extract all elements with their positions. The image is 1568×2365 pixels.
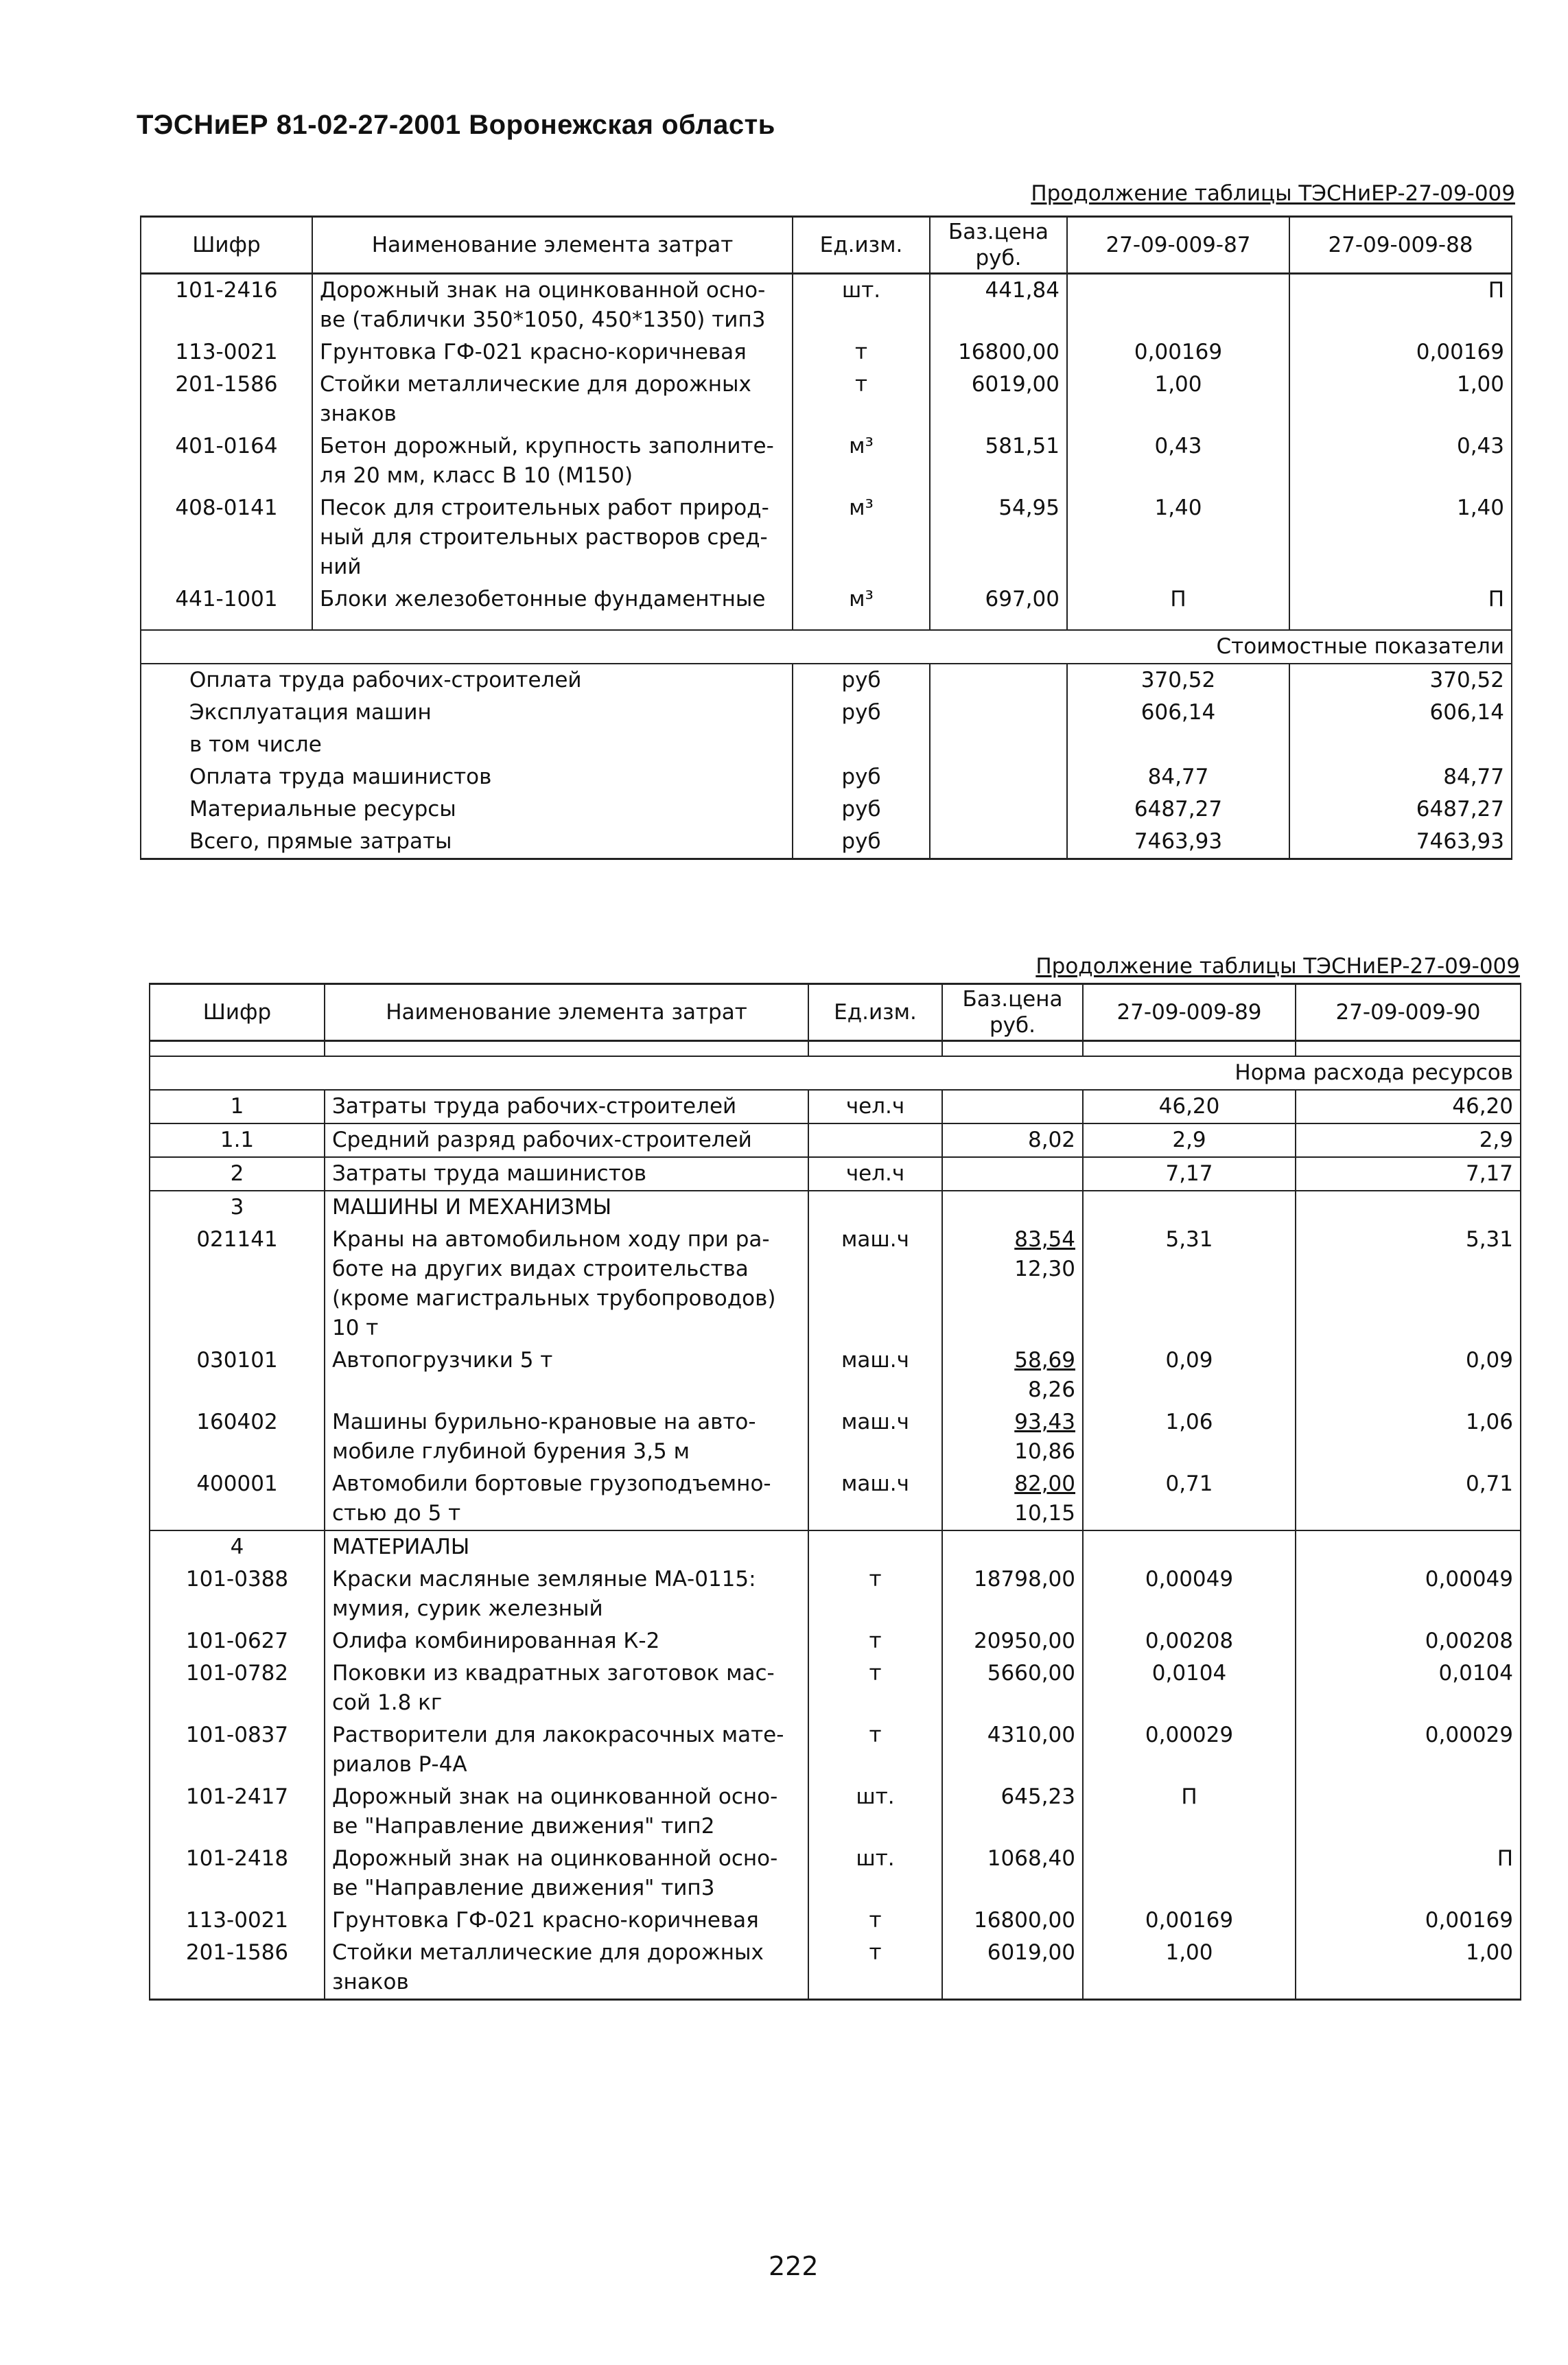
summary-value-2: 370,52 — [1289, 664, 1512, 697]
row-price-operator: 8,26 — [1027, 1377, 1075, 1402]
spacer-cell — [1067, 616, 1289, 630]
row-name: Стойки металлические для дорожных знаков — [325, 1937, 808, 2000]
summary-value-2: 6487,27 — [1289, 793, 1512, 826]
summary-row — [141, 697, 1512, 729]
table-row — [141, 430, 1512, 492]
summary-unit — [793, 729, 930, 761]
table-row — [150, 1904, 1521, 1937]
row-unit: маш.ч — [808, 1406, 942, 1468]
row-price: 16800,00 — [930, 336, 1067, 369]
summary-price — [930, 664, 1067, 697]
row-code: 101-0782 — [150, 1657, 325, 1719]
summary-value-1: 370,52 — [1067, 664, 1289, 697]
spacer-cell — [141, 616, 312, 630]
table-row — [150, 1123, 1521, 1157]
row-price-machine: 93,43 — [1014, 1410, 1075, 1434]
header-unit: Ед.изм. — [808, 984, 942, 1041]
row-value-1: 0,71 — [1083, 1468, 1296, 1530]
row-unit: т — [808, 1904, 942, 1937]
row-code: 101-0388 — [150, 1563, 325, 1625]
header-col1: 27-09-009-89 — [1083, 984, 1296, 1041]
row-name: Затраты труда машинистов — [325, 1157, 808, 1191]
summary-value-1: 606,14 — [1067, 697, 1289, 729]
table-row — [150, 1530, 1521, 1563]
row-value-1: 2,9 — [1083, 1123, 1296, 1157]
summary-row — [141, 664, 1512, 697]
row-price-operator: 12,30 — [1014, 1257, 1075, 1281]
row-price: 54,95 — [930, 492, 1067, 583]
summary-name: Эксплуатация машин — [141, 697, 793, 729]
header-unit: Ед.изм. — [793, 217, 930, 274]
summary-row — [141, 729, 1512, 761]
header-code: Шифр — [150, 984, 325, 1041]
row-unit: т — [808, 1937, 942, 2000]
row-name: Песок для строительных работ природ-ный для строительных растворов сред-ний — [312, 492, 793, 583]
row-value-1: П — [1067, 583, 1289, 616]
summary-value-1 — [1067, 729, 1289, 761]
row-code: 201-1586 — [150, 1937, 325, 2000]
header-code: Шифр — [141, 217, 312, 274]
row-price: 8,02 — [942, 1123, 1083, 1157]
row-value-1: 0,0104 — [1083, 1657, 1296, 1719]
row-unit — [808, 1530, 942, 1563]
row-value-1: 0,00208 — [1083, 1625, 1296, 1657]
spacer-cell — [325, 1041, 808, 1057]
spacer-cell — [1296, 1041, 1521, 1057]
row-value-2: 1,06 — [1296, 1406, 1521, 1468]
summary-value-1: 7463,93 — [1067, 826, 1289, 859]
row-value-2 — [1296, 1191, 1521, 1224]
resource-table-2 — [149, 983, 1521, 2001]
table-row — [150, 1468, 1521, 1530]
row-value-2: 0,00169 — [1289, 336, 1512, 369]
row-unit: маш.ч — [808, 1224, 942, 1344]
table-row — [150, 1406, 1521, 1468]
row-value-2: 1,00 — [1296, 1937, 1521, 2000]
table-row — [141, 274, 1512, 337]
table-row — [150, 1344, 1521, 1406]
row-value-1: 0,00029 — [1083, 1719, 1296, 1781]
row-value-1: 0,00049 — [1083, 1563, 1296, 1625]
row-value-2 — [1296, 1530, 1521, 1563]
row-unit: м³ — [793, 492, 930, 583]
row-value-2: 0,0104 — [1296, 1657, 1521, 1719]
row-code: 113-0021 — [141, 336, 312, 369]
table-row — [150, 1191, 1521, 1224]
summary-name: Оплата труда рабочих-строителей — [141, 664, 793, 697]
table2-caption: Продолжение таблицы ТЭСНиЕР-27-09-009 — [1035, 954, 1520, 979]
table-row — [141, 492, 1512, 583]
summary-unit: руб — [793, 826, 930, 859]
row-code: 408-0141 — [141, 492, 312, 583]
resource-table-1 — [140, 215, 1512, 860]
table-row — [150, 1657, 1521, 1719]
row-unit: чел.ч — [808, 1157, 942, 1191]
row-unit: м³ — [793, 583, 930, 616]
row-unit: т — [793, 369, 930, 430]
row-code: 030101 — [150, 1344, 325, 1406]
table-header-row — [150, 984, 1521, 1041]
table-row — [150, 1157, 1521, 1191]
header-col2: 27-09-009-88 — [1289, 217, 1512, 274]
row-price — [942, 1530, 1083, 1563]
row-unit: т — [808, 1719, 942, 1781]
row-name: Автопогрузчики 5 т — [325, 1344, 808, 1406]
row-code: 101-2416 — [141, 274, 312, 337]
row-value-1: 46,20 — [1083, 1090, 1296, 1123]
row-name: Краски масляные земляные МА-0115: мумия, сурик железный — [325, 1563, 808, 1625]
row-value-1: 1,40 — [1067, 492, 1289, 583]
row-name: Бетон дорожный, крупность заполните-ля 20 мм, класс В 10 (М150) — [312, 430, 793, 492]
norm-title-row — [150, 1056, 1521, 1090]
summary-row — [141, 793, 1512, 826]
row-price: 4310,00 — [942, 1719, 1083, 1781]
row-code: 101-0837 — [150, 1719, 325, 1781]
row-name: Автомобили бортовые грузоподъемно-стью до 5 т — [325, 1468, 808, 1530]
header-price: Баз.цена руб. — [930, 217, 1067, 274]
row-value-2: 2,9 — [1296, 1123, 1521, 1157]
summary-price — [930, 697, 1067, 729]
row-code: 101-2418 — [150, 1843, 325, 1904]
row-code: 441-1001 — [141, 583, 312, 616]
row-name: Стойки металлические для дорожных знаков — [312, 369, 793, 430]
summary-value-1: 84,77 — [1067, 761, 1289, 793]
row-price: 20950,00 — [942, 1625, 1083, 1657]
row-code: 400001 — [150, 1468, 325, 1530]
row-name: Грунтовка ГФ-021 красно-коричневая — [312, 336, 793, 369]
table-row — [141, 336, 1512, 369]
row-value-1: 1,06 — [1083, 1406, 1296, 1468]
summary-price — [930, 761, 1067, 793]
summary-value-1: 6487,27 — [1067, 793, 1289, 826]
row-price: 6019,00 — [942, 1937, 1083, 2000]
row-code: 4 — [150, 1530, 325, 1563]
table-row — [141, 583, 1512, 616]
spacer-row — [141, 616, 1512, 630]
row-value-2: П — [1296, 1843, 1521, 1904]
row-unit: т — [793, 336, 930, 369]
row-price — [942, 1468, 1083, 1530]
row-unit: шт. — [808, 1843, 942, 1904]
summary-title: Стоимостные показатели — [141, 630, 1512, 664]
row-code: 2 — [150, 1157, 325, 1191]
page-number: 222 — [769, 2251, 819, 2281]
row-unit — [808, 1191, 942, 1224]
row-unit: т — [808, 1625, 942, 1657]
table-row — [150, 1625, 1521, 1657]
row-value-1 — [1067, 274, 1289, 337]
row-value-2: 1,00 — [1289, 369, 1512, 430]
row-name: Краны на автомобильном ходу при ра-боте на других видах строительства (кроме магистральных трубопроводов) 10 т — [325, 1224, 808, 1344]
row-price: 645,23 — [942, 1781, 1083, 1843]
summary-price — [930, 826, 1067, 859]
row-code: 113-0021 — [150, 1904, 325, 1937]
row-value-1 — [1083, 1191, 1296, 1224]
row-value-1: П — [1083, 1781, 1296, 1843]
row-value-2: 46,20 — [1296, 1090, 1521, 1123]
row-unit: т — [808, 1563, 942, 1625]
row-value-1: 0,00169 — [1067, 336, 1289, 369]
row-price: 18798,00 — [942, 1563, 1083, 1625]
row-name: Блоки железобетонные фундаментные — [312, 583, 793, 616]
row-price — [942, 1224, 1083, 1344]
row-code: 101-2417 — [150, 1781, 325, 1843]
summary-value-2 — [1289, 729, 1512, 761]
row-value-2: 0,00049 — [1296, 1563, 1521, 1625]
row-code: 401-0164 — [141, 430, 312, 492]
row-code: 3 — [150, 1191, 325, 1224]
row-code: 101-0627 — [150, 1625, 325, 1657]
spacer-cell — [942, 1041, 1083, 1057]
row-name: Олифа комбинированная К-2 — [325, 1625, 808, 1657]
row-value-2: 0,09 — [1296, 1344, 1521, 1406]
row-value-1: 0,00169 — [1083, 1904, 1296, 1937]
table-row — [150, 1563, 1521, 1625]
row-value-1 — [1083, 1843, 1296, 1904]
table1-body — [141, 274, 1512, 859]
row-value-2: П — [1289, 274, 1512, 337]
table-row — [141, 369, 1512, 430]
row-value-2: П — [1289, 583, 1512, 616]
row-code: 1.1 — [150, 1123, 325, 1157]
row-price: 441,84 — [930, 274, 1067, 337]
row-code: 201-1586 — [141, 369, 312, 430]
row-price-operator: 10,86 — [1014, 1439, 1075, 1464]
row-price-machine: 58,69 — [1014, 1348, 1075, 1373]
row-name: Растворители для лакокрасочных мате-риалов Р-4А — [325, 1719, 808, 1781]
row-name: Дорожный знак на оцинкованной осно-ве "Направление движения" тип2 — [325, 1781, 808, 1843]
row-unit: м³ — [793, 430, 930, 492]
summary-value-2: 606,14 — [1289, 697, 1512, 729]
row-value-2: 0,43 — [1289, 430, 1512, 492]
row-name: Грунтовка ГФ-021 красно-коричневая — [325, 1904, 808, 1937]
row-value-1: 0,43 — [1067, 430, 1289, 492]
row-value-2: 1,40 — [1289, 492, 1512, 583]
summary-row — [141, 761, 1512, 793]
table2-body — [150, 1041, 1521, 2000]
row-value-1: 7,17 — [1083, 1157, 1296, 1191]
summary-price — [930, 729, 1067, 761]
row-code: 021141 — [150, 1224, 325, 1344]
norm-title: Норма расхода ресурсов — [150, 1056, 1521, 1090]
row-name: МАШИНЫ И МЕХАНИЗМЫ — [325, 1191, 808, 1224]
table-row — [150, 1719, 1521, 1781]
row-name: Поковки из квадратных заготовок мас-сой 1.8 кг — [325, 1657, 808, 1719]
row-unit: т — [808, 1657, 942, 1719]
header-price: Баз.цена руб. — [942, 984, 1083, 1041]
row-price-machine: 83,54 — [1014, 1227, 1075, 1252]
row-code: 1 — [150, 1090, 325, 1123]
row-name: Затраты труда рабочих-строителей — [325, 1090, 808, 1123]
header-name: Наименование элемента затрат — [325, 984, 808, 1041]
row-code: 160402 — [150, 1406, 325, 1468]
summary-unit: руб — [793, 793, 930, 826]
row-value-2: 0,00029 — [1296, 1719, 1521, 1781]
summary-name: Материальные ресурсы — [141, 793, 793, 826]
row-value-1: 0,09 — [1083, 1344, 1296, 1406]
row-price — [942, 1157, 1083, 1191]
table-row — [150, 1781, 1521, 1843]
summary-value-2: 7463,93 — [1289, 826, 1512, 859]
table1-caption: Продолжение таблицы ТЭСНиЕР-27-09-009 — [1031, 181, 1515, 206]
spacer-cell — [808, 1041, 942, 1057]
row-price — [942, 1191, 1083, 1224]
summary-unit: руб — [793, 664, 930, 697]
row-value-2: 0,00208 — [1296, 1625, 1521, 1657]
row-unit: маш.ч — [808, 1344, 942, 1406]
summary-name: Оплата труда машинистов — [141, 761, 793, 793]
row-name: Средний разряд рабочих-строителей — [325, 1123, 808, 1157]
row-price: 6019,00 — [930, 369, 1067, 430]
row-name: Дорожный знак на оцинкованной осно-ве "Направление движения" тип3 — [325, 1843, 808, 1904]
row-value-2: 0,71 — [1296, 1468, 1521, 1530]
summary-name: в том числе — [141, 729, 793, 761]
row-unit: маш.ч — [808, 1468, 942, 1530]
summary-unit: руб — [793, 697, 930, 729]
row-price-operator: 10,15 — [1014, 1501, 1075, 1526]
spacer-cell — [1289, 616, 1512, 630]
summary-unit: руб — [793, 761, 930, 793]
summary-row — [141, 826, 1512, 859]
header-col2: 27-09-009-90 — [1296, 984, 1521, 1041]
row-name: МАТЕРИАЛЫ — [325, 1530, 808, 1563]
spacer-cell — [312, 616, 793, 630]
summary-title-row — [141, 630, 1512, 664]
table-row — [150, 1937, 1521, 2000]
summary-value-2: 84,77 — [1289, 761, 1512, 793]
row-value-2: 0,00169 — [1296, 1904, 1521, 1937]
page-title: ТЭСНиЕР 81-02-27-2001 Воронежская область — [137, 110, 775, 140]
row-unit: чел.ч — [808, 1090, 942, 1123]
row-name: Дорожный знак на оцинкованной осно-ве (таблички 350*1050, 450*1350) тип3 — [312, 274, 793, 337]
row-price-machine: 82,00 — [1014, 1471, 1075, 1496]
table-header-row — [141, 217, 1512, 274]
row-value-2 — [1296, 1781, 1521, 1843]
row-value-1 — [1083, 1530, 1296, 1563]
summary-name: Всего, прямые затраты — [141, 826, 793, 859]
spacer-row — [150, 1041, 1521, 1057]
row-name: Машины бурильно-крановые на авто-мобиле глубиной бурения 3,5 м — [325, 1406, 808, 1468]
row-price: 5660,00 — [942, 1657, 1083, 1719]
table-row — [150, 1224, 1521, 1344]
row-value-1: 1,00 — [1067, 369, 1289, 430]
spacer-cell — [1083, 1041, 1296, 1057]
row-price: 16800,00 — [942, 1904, 1083, 1937]
header-col1: 27-09-009-87 — [1067, 217, 1289, 274]
spacer-cell — [930, 616, 1067, 630]
row-value-2: 7,17 — [1296, 1157, 1521, 1191]
header-name: Наименование элемента затрат — [312, 217, 793, 274]
row-value-1: 1,00 — [1083, 1937, 1296, 2000]
row-price: 581,51 — [930, 430, 1067, 492]
row-price — [942, 1406, 1083, 1468]
row-price — [942, 1090, 1083, 1123]
row-price — [942, 1344, 1083, 1406]
row-value-1: 5,31 — [1083, 1224, 1296, 1344]
row-unit: шт. — [793, 274, 930, 337]
row-price: 697,00 — [930, 583, 1067, 616]
summary-price — [930, 793, 1067, 826]
row-unit: шт. — [808, 1781, 942, 1843]
table-row — [150, 1843, 1521, 1904]
spacer-cell — [793, 616, 930, 630]
row-price: 1068,40 — [942, 1843, 1083, 1904]
spacer-cell — [150, 1041, 325, 1057]
row-value-2: 5,31 — [1296, 1224, 1521, 1344]
row-unit — [808, 1123, 942, 1157]
table-row — [150, 1090, 1521, 1123]
